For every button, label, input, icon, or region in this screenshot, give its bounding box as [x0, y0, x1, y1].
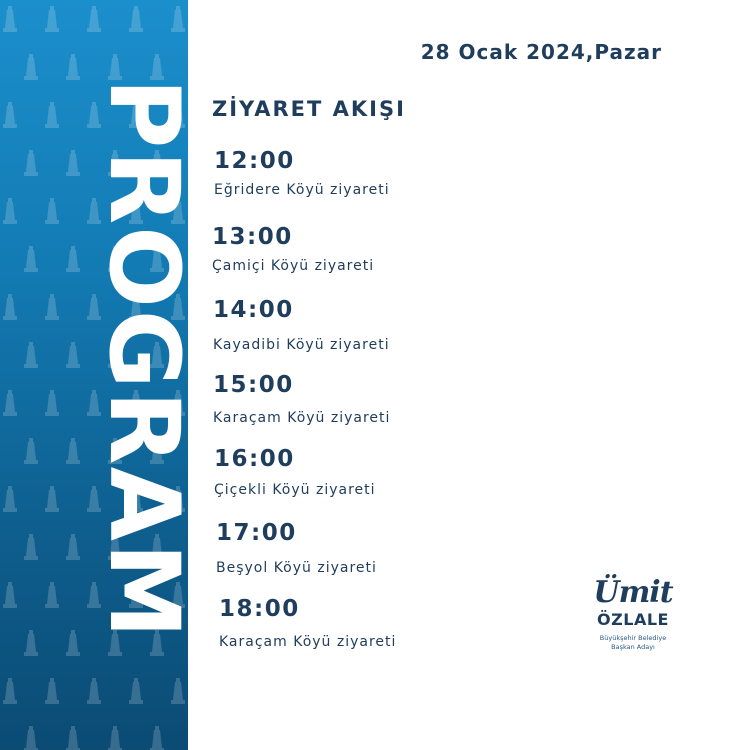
logo-subtitle-line: Büyükşehir Belediye — [599, 634, 667, 642]
schedule-description: Çiçekli Köyü ziyareti — [214, 482, 376, 498]
tower-pattern-icon — [66, 246, 80, 272]
tower-pattern-icon — [45, 6, 59, 32]
tower-pattern-icon — [45, 198, 59, 224]
logo-script-text: Ümit — [593, 575, 673, 610]
logo-subtitle-line: Başkan Adayı — [611, 642, 655, 651]
tower-pattern-icon — [45, 678, 59, 704]
tower-pattern-icon — [3, 582, 17, 608]
logo-name-text: ÖZLALE — [597, 610, 669, 629]
schedule-time: 17:00 — [216, 520, 297, 546]
tower-pattern-icon — [3, 198, 17, 224]
schedule-item — [214, 446, 376, 498]
schedule-item — [216, 520, 377, 576]
candidate-logo — [588, 575, 678, 652]
side-panel — [0, 0, 200, 750]
tower-pattern-icon — [24, 246, 38, 272]
tower-pattern-icon — [45, 486, 59, 512]
tower-pattern-icon — [3, 486, 17, 512]
schedule-time: 14:00 — [213, 297, 294, 323]
schedule-description: Kayadibi Köyü ziyareti — [213, 337, 390, 353]
tower-pattern-icon — [45, 294, 59, 320]
tower-pattern-icon — [3, 294, 17, 320]
tower-pattern-icon — [66, 342, 80, 368]
tower-pattern-icon — [45, 390, 59, 416]
schedule-item — [212, 224, 374, 274]
tower-pattern-icon — [24, 534, 38, 560]
event-date: 28 Ocak 2024,Pazar — [420, 40, 662, 64]
tower-pattern-icon — [192, 54, 206, 80]
schedule-time: 15:00 — [213, 372, 294, 398]
tower-pattern-icon — [24, 342, 38, 368]
tower-pattern-icon — [24, 54, 38, 80]
tower-pattern-icon — [24, 438, 38, 464]
schedule-time: 13:00 — [212, 224, 293, 250]
logo-subtitle — [588, 634, 678, 652]
schedule-time: 12:00 — [214, 148, 295, 174]
tower-pattern-icon — [66, 54, 80, 80]
tower-pattern-icon — [87, 6, 101, 32]
tower-pattern-icon — [171, 678, 185, 704]
schedule-item — [213, 372, 390, 426]
tower-pattern-icon — [24, 630, 38, 656]
tower-pattern-icon — [171, 6, 185, 32]
tower-pattern-icon — [150, 726, 164, 750]
schedule-item — [219, 596, 396, 650]
tower-pattern-icon — [192, 726, 206, 750]
tower-pattern-icon — [87, 678, 101, 704]
tower-pattern-icon — [66, 438, 80, 464]
schedule-time: 16:00 — [214, 446, 295, 472]
schedule-description: Karaçam Köyü ziyareti — [213, 410, 391, 426]
tower-pattern-icon — [3, 678, 17, 704]
tower-pattern-icon — [3, 6, 17, 32]
program-vertical-title: PROGRAM — [88, 78, 200, 641]
tower-pattern-icon — [66, 630, 80, 656]
schedule-description: Beşyol Köyü ziyareti — [216, 560, 377, 576]
tower-pattern-icon — [108, 54, 122, 80]
schedule-description: Çamiçi Köyü ziyareti — [212, 258, 375, 274]
tower-pattern-icon — [66, 150, 80, 176]
tower-pattern-icon — [3, 102, 17, 128]
schedule-description: Eğridere Köyü ziyareti — [214, 182, 390, 198]
tower-pattern-icon — [24, 150, 38, 176]
tower-pattern-icon — [150, 54, 164, 80]
section-title: ZİYARET AKIŞI — [212, 97, 406, 121]
tower-pattern-icon — [129, 6, 143, 32]
schedule-item — [214, 148, 390, 198]
tower-pattern-icon — [24, 726, 38, 750]
tower-pattern-icon — [45, 582, 59, 608]
tower-pattern-icon — [66, 534, 80, 560]
tower-pattern-icon — [66, 726, 80, 750]
tower-pattern-icon — [129, 678, 143, 704]
tower-pattern-icon — [108, 726, 122, 750]
schedule-description: Karaçam Köyü ziyareti — [219, 634, 397, 650]
tower-pattern-icon — [3, 390, 17, 416]
schedule-item — [213, 297, 390, 353]
tower-pattern-icon — [45, 102, 59, 128]
schedule-time: 18:00 — [219, 596, 300, 622]
